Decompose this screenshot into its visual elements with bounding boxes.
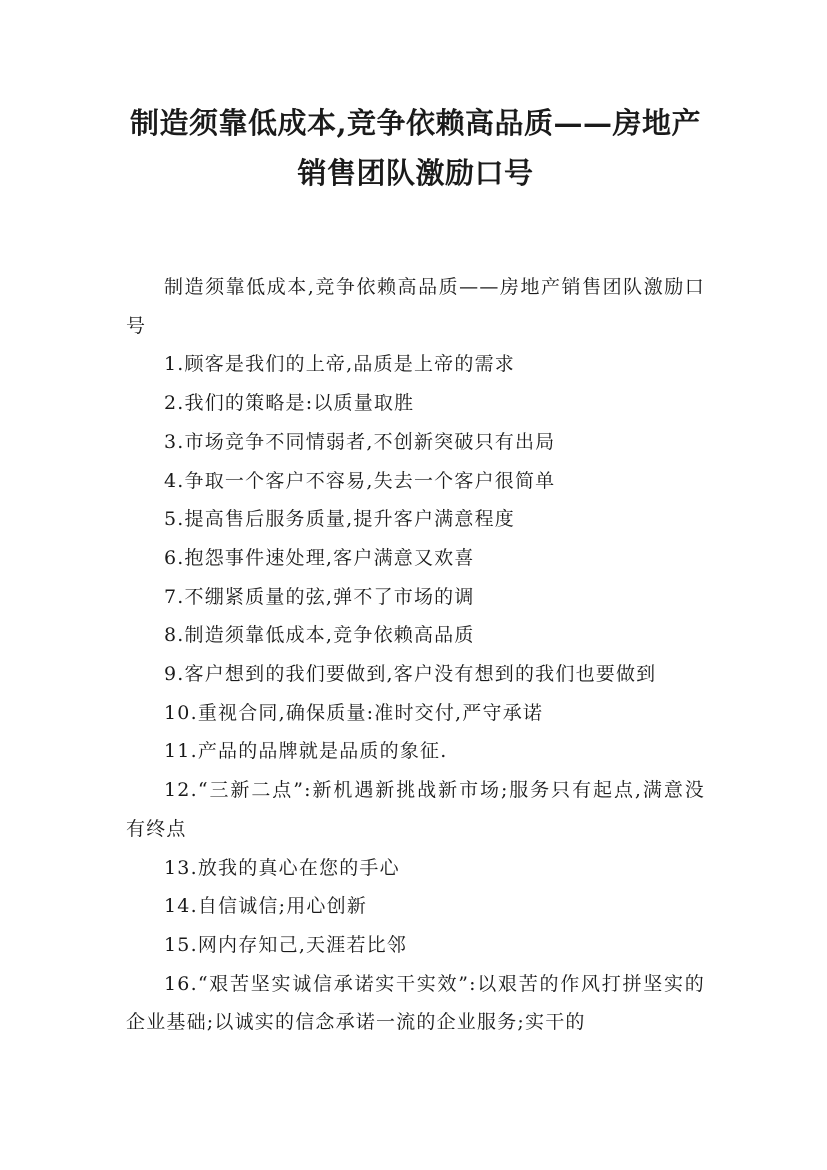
slogan-item-6: 6.抱怨事件速处理,客户满意又欢喜 <box>164 546 475 569</box>
slogan-item-2: 2.我们的策略是:以质量取胜 <box>164 392 415 415</box>
slogan-item-15: 15.网内存知己,天涯若比邻 <box>164 933 408 956</box>
slogan-item-12: 12.“三新二点”:新机遇新挑战新市场;服务只有起点,满意没有终点 <box>126 779 705 840</box>
slogan-item-8: 8.制造须靠低成本,竞争依赖高品质 <box>164 624 475 647</box>
slogan-item-9: 9.客户想到的我们要做到,客户没有想到的我们也要做到 <box>164 663 657 686</box>
slogan-item-4: 4.争取一个客户不容易,失去一个客户很简单 <box>164 469 556 492</box>
slogan-item-16: 16.“艰苦坚实诚信承诺实干实效”:以艰苦的作风打拼坚实的企业基础;以诚实的信念承诺一流的企业服务;实干的 <box>126 972 705 1034</box>
slogan-item-13: 13.放我的真心在您的手心 <box>164 856 400 879</box>
slogan-item-1: 1.顾客是我们的上帝,品质是上帝的需求 <box>164 353 515 376</box>
intro-paragraph: 制造须靠低成本,竞争依赖高品质——房地产销售团队激励口号 <box>126 276 705 337</box>
document-body <box>126 268 705 1042</box>
document-title: 制造须靠低成本,竞争依赖高品质——房地产销售团队激励口号 <box>129 106 702 190</box>
slogan-item-7: 7.不绷紧质量的弦,弹不了市场的调 <box>164 585 475 608</box>
slogan-item-3: 3.市场竞争不同情弱者,不创新突破只有出局 <box>164 430 556 453</box>
slogan-item-5: 5.提高售后服务质量,提升客户满意程度 <box>164 508 515 531</box>
slogan-item-11: 11.产品的品牌就是品质的象征. <box>164 740 448 763</box>
slogan-item-10: 10.重视合同,确保质量:准时交付,严守承诺 <box>164 701 544 724</box>
slogan-item-14: 14.自信诚信;用心创新 <box>164 895 368 918</box>
